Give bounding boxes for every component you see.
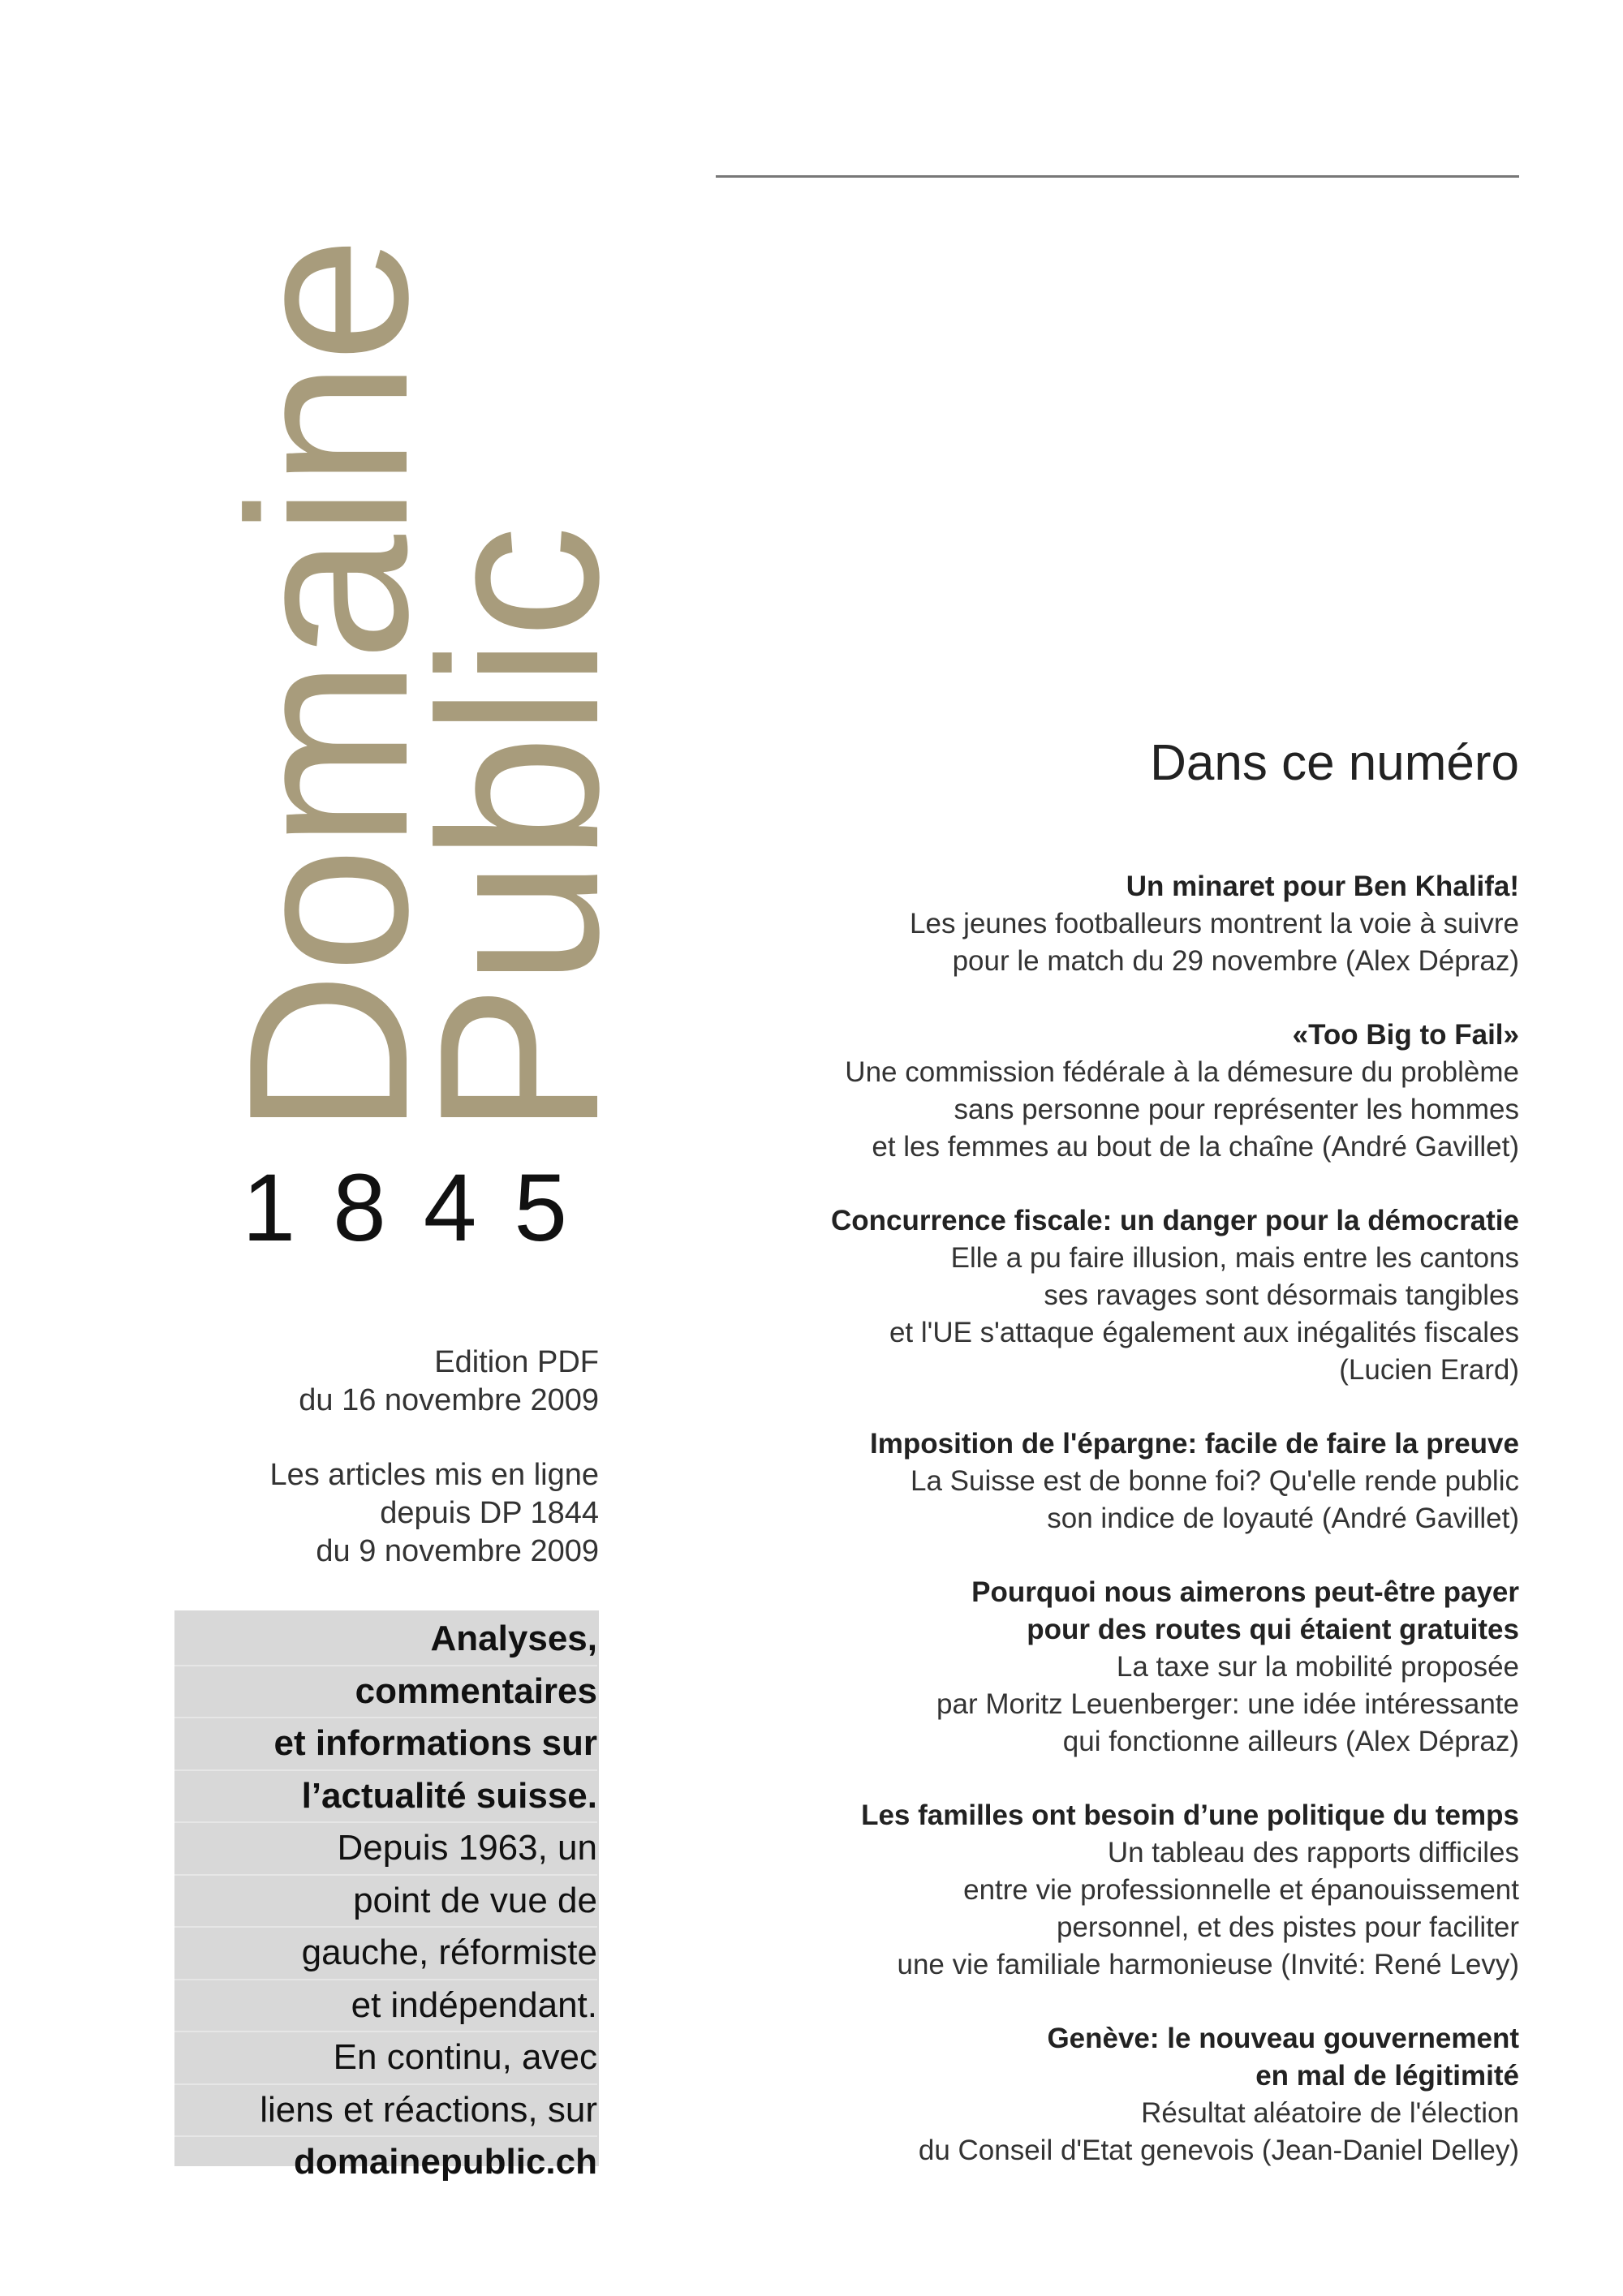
online-line: depuis DP 1844: [380, 1496, 599, 1530]
toc-heading: Dans ce numéro: [1150, 735, 1519, 791]
toc-item[interactable]: [626, 1797, 1519, 1984]
about-line: gauche, réformiste: [174, 1928, 597, 1980]
toc-item-title: «Too Big to Fail»: [1292, 1019, 1519, 1051]
toc-item[interactable]: [626, 2020, 1519, 2169]
about-line: et informations sur: [174, 1718, 597, 1771]
toc-item[interactable]: [626, 1017, 1519, 1166]
about-line: Depuis 1963, un: [174, 1823, 597, 1876]
toc-item[interactable]: [626, 868, 1519, 980]
online-line: du 9 novembre 2009: [316, 1534, 599, 1568]
top-rule: [716, 175, 1519, 178]
toc-item-title: Les familles ont besoin d’une politique du temps: [861, 1799, 1519, 1831]
website-link[interactable]: domainepublic.ch: [293, 2142, 597, 2182]
toc-item[interactable]: [626, 1202, 1519, 1389]
toc-item-desc: Les jeunes footballeurs montrent la voie à suivre pour le match du 29 novembre (Alex Dépraz): [910, 908, 1519, 977]
toc-item-title: Genève: le nouveau gouvernement en mal de légitimité: [1047, 2023, 1519, 2092]
toc-item-desc: La Suisse est de bonne foi? Qu'elle rende public son indice de loyauté (André Gavillet): [911, 1465, 1519, 1534]
toc-item-title: Concurrence fiscale: un danger pour la démocratie: [831, 1205, 1519, 1236]
online-line: Les articles mis en ligne: [269, 1458, 599, 1492]
toc-item-desc: Elle a pu faire illusion, mais entre les cantons ses ravages sont désormais tangibles et l'UE s'attaque également aux inégalités fiscales (Lucien Erard): [889, 1242, 1519, 1386]
masthead-public: Public: [393, 527, 646, 1136]
edition-info: [299, 1344, 599, 1420]
online-info: [269, 1456, 599, 1571]
about-line: point de vue de: [174, 1876, 597, 1928]
about-box: [174, 1610, 599, 2182]
about-line: Analyses,: [174, 1614, 597, 1666]
toc-item-desc: La taxe sur la mobilité proposée par Moritz Leuenberger: une idée intéressante qui fonctionne ailleurs (Alex Dépraz): [936, 1651, 1519, 1757]
masthead-domaine: Domaine: [202, 238, 455, 1136]
edition-date: du 16 novembre 2009: [299, 1383, 599, 1417]
toc-item-desc: Résultat aléatoire de l'élection du Conseil d'Etat genevois (Jean-Daniel Delley): [918, 2097, 1519, 2166]
table-of-contents: [626, 868, 1519, 2206]
toc-item-desc: Un tableau des rapports difficiles entre vie professionnelle et épanouissement personnel, et des pistes pour faciliter une vie familiale harmonieuse (Invité: René Levy): [897, 1837, 1519, 1980]
about-line: l’actualité suisse.: [174, 1771, 597, 1824]
edition-line: Edition PDF: [434, 1345, 599, 1379]
about-line: liens et réactions, sur: [174, 2085, 597, 2138]
about-line: commentaires: [174, 1666, 597, 1719]
toc-item-title: Un minaret pour Ben Khalifa!: [1126, 871, 1519, 902]
about-line: et indépendant.: [174, 1980, 597, 2033]
toc-item-desc: Une commission fédérale à la démesure du problème sans personne pour représenter les hommes et les femmes au bout de la chaîne (André Gavillet): [845, 1056, 1519, 1163]
about-line: En continu, avec: [174, 2032, 597, 2085]
toc-item[interactable]: [626, 1574, 1519, 1761]
issue-number: 1845: [242, 1154, 605, 1262]
toc-item-title: Imposition de l'épargne: facile de faire la preuve: [870, 1428, 1519, 1460]
toc-item[interactable]: [626, 1425, 1519, 1537]
toc-item-title: Pourquoi nous aimerons peut-être payer pour des routes qui étaient gratuites: [971, 1576, 1519, 1645]
